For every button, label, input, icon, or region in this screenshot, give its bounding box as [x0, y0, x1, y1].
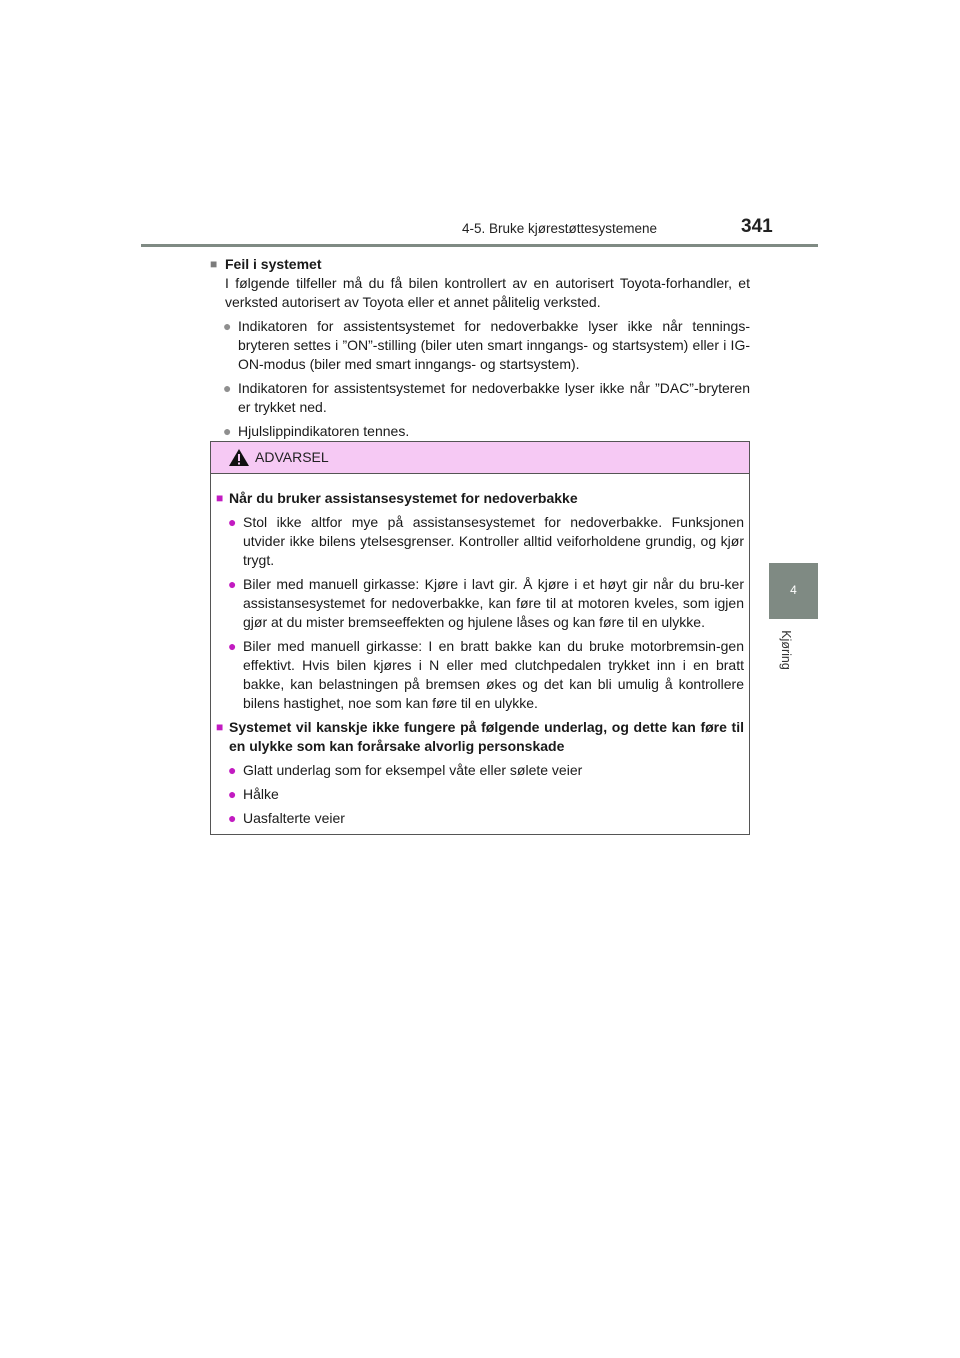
section-heading: [210, 255, 750, 274]
main-content: [210, 255, 750, 441]
warning-triangle-icon: [228, 448, 250, 467]
header-rule: [141, 244, 818, 247]
list-item: [216, 513, 744, 570]
warning-header: [211, 442, 749, 474]
list-item-text: Stol ikke altfor mye på assistansesystemet for nedoverbakke. Funksjonen utvider ikke bilens ytelsesgrenser. Kontroller alltid veiforholdene grundig, og kjør trygt.: [243, 514, 744, 568]
section-intro: I følgende tilfeller må du få bilen kontrollert av en autorisert Toyota-forhandler, et verksted autorisert av Toyota eller et annet pålitelig verksted.: [225, 275, 750, 310]
chapter-number: 4: [790, 583, 797, 597]
warning-section-heading-text: Systemet vil kanskje ikke fungere på følgende underlag, og dette kan føre til en ulykke som kan forårsake alvorlig personskade: [229, 719, 744, 754]
circle-bullet-icon: ●: [223, 423, 232, 439]
list-item-text: Glatt underlag som for eksempel våte eller sølete veier: [243, 762, 583, 778]
warning-section-heading: [216, 489, 744, 508]
section-heading-text: Feil i systemet: [225, 256, 322, 272]
list-item-text: Indikatoren for assistentsystemet for nedoverbakke lyser ikke når tennings-bryteren settes i ”ON”-stilling (biler uten smart inngangs- og startsystem) eller i IG-ON-modus (biler med smart inngangs- og startsystem).: [238, 318, 750, 372]
circle-bullet-icon: ●: [228, 638, 237, 654]
list-item: [216, 575, 744, 632]
circle-bullet-icon: ●: [228, 514, 237, 530]
list-item: [210, 422, 750, 441]
list-item: [210, 379, 750, 417]
list-item-text: Uasfalterte veier: [243, 810, 345, 826]
circle-bullet-icon: ●: [223, 380, 232, 396]
list-item: [216, 761, 744, 780]
warning-section-heading-text: Når du bruker assistansesystemet for nedoverbakke: [229, 490, 578, 506]
warning-box: [210, 441, 750, 835]
circle-bullet-icon: ●: [228, 786, 237, 802]
list-item-text: Biler med manuell girkasse: I en bratt bakke kan du bruke motorbremsin-gen effektivt. Hvis bilen kjøres i N eller med clutchpedalen trykket inn i en bratt bakke, kan belastningen på bremsen økes og det kan bli umulig å kontrollere bilens hastighet, noe som kan føre til en ulykke.: [243, 638, 744, 711]
circle-bullet-icon: ●: [228, 810, 237, 826]
square-bullet-icon: ■: [210, 257, 218, 271]
warning-title: ADVARSEL: [255, 449, 329, 465]
warning-body: [211, 474, 749, 828]
list-item: [210, 317, 750, 374]
circle-bullet-icon: ●: [228, 762, 237, 778]
chapter-label: Kjøring: [779, 630, 793, 670]
list-item: [216, 785, 744, 804]
list-item: [216, 637, 744, 713]
chapter-tab: [769, 563, 818, 619]
warning-section-heading: [216, 718, 744, 756]
square-bullet-icon: ■: [216, 491, 224, 505]
square-bullet-icon: ■: [216, 720, 224, 734]
list-item: [216, 809, 744, 828]
circle-bullet-icon: ●: [228, 576, 237, 592]
page-number: 341: [741, 216, 773, 237]
header-section-title: 4-5. Bruke kjørestøttesystemene: [462, 221, 658, 236]
circle-bullet-icon: ●: [223, 318, 232, 334]
list-item-text: Hjulslippindikatoren tennes.: [238, 423, 410, 439]
list-item-text: Indikatoren for assistentsystemet for nedoverbakke lyser ikke når ”DAC”-bryteren er trykket ned.: [238, 380, 750, 415]
list-item-text: Biler med manuell girkasse: Kjøre i lavt gir. Å kjøre i et høyt gir når du bru-ker assistansesystemet for nedoverbakke, kan føre til at motoren kveles, som igjen gjør at du mister bremseeffekten og hjulene låses og kan føre til en ulykke.: [243, 576, 744, 630]
list-item-text: Hålke: [243, 786, 279, 802]
